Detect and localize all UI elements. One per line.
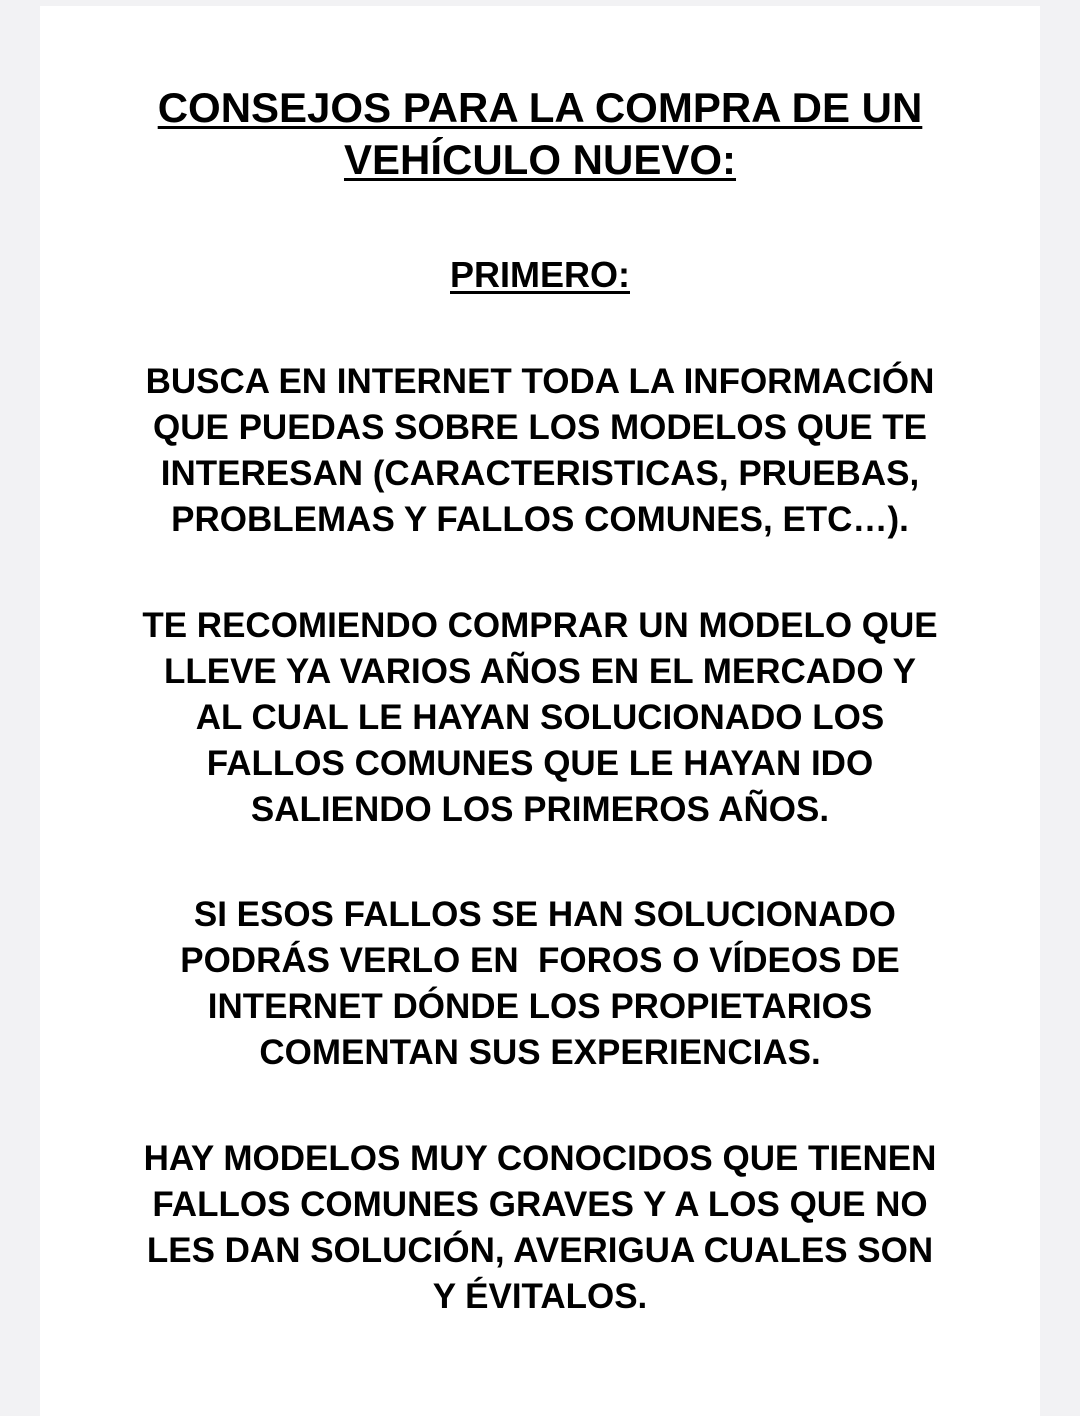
- paragraph-avoid-models: [100, 1136, 980, 1320]
- paragraph-forums: [100, 892, 980, 1076]
- paragraph-line: LES DAN SOLUCIÓN, AVERIGUA CUALES SON: [146, 1231, 934, 1270]
- paragraph-line: PODRÁS VERLO EN FOROS O VÍDEOS DE: [180, 941, 900, 980]
- paragraph-line: INTERNET DÓNDE LOS PROPIETARIOS: [207, 987, 873, 1026]
- title-line: VEHÍCULO NUEVO:: [343, 136, 737, 183]
- paragraph-line: COMENTAN SUS EXPERIENCIAS.: [259, 1033, 821, 1072]
- section-heading: PRIMERO:: [450, 254, 630, 295]
- paragraph-line: FALLOS COMUNES QUE LE HAYAN IDO: [206, 744, 874, 783]
- document-page: [40, 6, 1040, 1416]
- paragraph-line: BUSCA EN INTERNET TODA LA INFORMACIÓN: [145, 362, 935, 401]
- paragraph-line: SALIENDO LOS PRIMEROS AÑOS.: [250, 790, 830, 829]
- paragraph-recommendation: [100, 603, 980, 833]
- paragraph-line: AL CUAL LE HAYAN SOLUCIONADO LOS: [195, 698, 885, 737]
- paragraph-line: QUE PUEDAS SOBRE LOS MODELOS QUE TE: [153, 408, 927, 447]
- title-line: CONSEJOS PARA LA COMPRA DE UN: [157, 84, 923, 131]
- paragraph-line: INTERESAN (CARACTERISTICAS, PRUEBAS,: [160, 454, 920, 493]
- paragraph-line: SI ESOS FALLOS SE HAN SOLUCIONADO: [184, 895, 896, 934]
- paragraph-line: FALLOS COMUNES GRAVES Y A LOS QUE NO: [152, 1185, 928, 1224]
- paragraph-line: TE RECOMIENDO COMPRAR UN MODELO QUE: [142, 606, 938, 645]
- paragraph-line: LLEVE YA VARIOS AÑOS EN EL MERCADO Y: [163, 652, 916, 691]
- paragraph-line: Y ÉVITALOS.: [432, 1277, 648, 1316]
- paragraph-line: HAY MODELOS MUY CONOCIDOS QUE TIENEN: [143, 1139, 937, 1178]
- paragraph-research: [100, 359, 980, 543]
- paragraph-line: PROBLEMAS Y FALLOS COMUNES, ETC…).: [171, 500, 909, 539]
- document-title: [40, 82, 1040, 186]
